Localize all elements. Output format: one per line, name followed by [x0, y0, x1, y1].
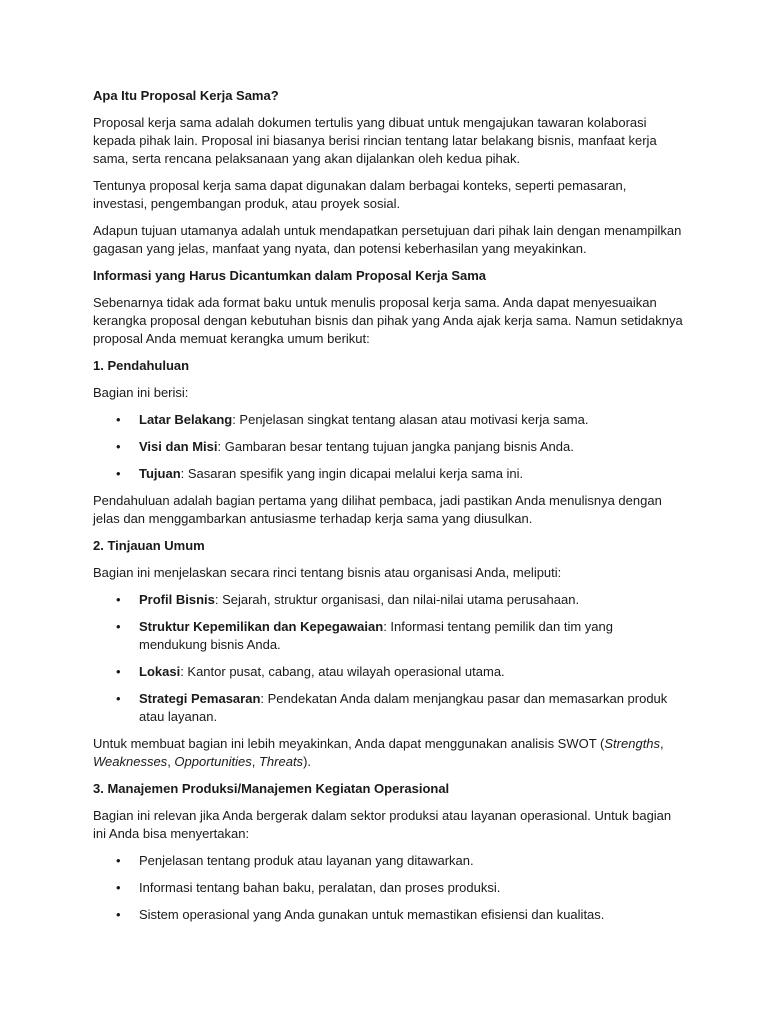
bullet-icon: •: [116, 619, 121, 634]
list-item-term: Latar Belakang: [139, 412, 233, 427]
bullet-icon: •: [116, 907, 121, 922]
swot-threats: Threats: [258, 754, 304, 769]
swot-strengths: Strengths: [604, 736, 661, 751]
intro-paragraph-2: Tentunya proposal kerja sama dapat digunakan dalam berbagai konteks, seperti pemasaran, investasi, pengembangan produk, atau proyek sosial.: [93, 178, 627, 211]
list-item: [93, 465, 683, 483]
bullet-icon: •: [116, 853, 121, 868]
bullet-icon: •: [116, 691, 121, 706]
bullet-icon: •: [116, 439, 121, 454]
list-item-text: : Sejarah, struktur organisasi, dan nilai-nilai utama perusahaan.: [214, 592, 580, 607]
bullet-icon: •: [116, 592, 121, 607]
closing-text-end: ).: [303, 754, 312, 769]
list-item-term: Profil Bisnis: [139, 592, 215, 607]
swot-separator: ,: [251, 754, 259, 769]
section-3-lead: Bagian ini relevan jika Anda bergerak dalam sektor produksi atau layanan operasional. Untuk bagian ini Anda bisa menyertakan:: [93, 808, 672, 841]
list-item-term: Lokasi: [139, 664, 181, 679]
swot-separator: ,: [167, 754, 175, 769]
swot-separator: ,: [660, 736, 664, 751]
bullet-icon: •: [116, 664, 121, 679]
list-item-text: : Informasi tentang pemilik dan tim yang mendukung bisnis Anda.: [139, 619, 613, 652]
list-item: [93, 438, 683, 456]
list-item-text: : Kantor pusat, cabang, atau wilayah operasional utama.: [180, 664, 505, 679]
list-item: [93, 852, 683, 870]
document-title: Apa Itu Proposal Kerja Sama?: [93, 88, 279, 103]
section-2-heading: 2. Tinjauan Umum: [93, 538, 205, 553]
section-2-lead: Bagian ini menjelaskan secara rinci tentang bisnis atau organisasi Anda, meliputi:: [93, 565, 562, 580]
section-1-list: [93, 411, 683, 483]
document-page: [93, 87, 683, 933]
bullet-icon: •: [116, 412, 121, 427]
section-2-list: [93, 591, 683, 726]
list-item: [93, 663, 683, 681]
list-item-text: : Penjelasan singkat tentang alasan atau motivasi kerja sama.: [232, 412, 589, 427]
list-item: [93, 618, 683, 654]
list-item-text: : Pendekatan Anda dalam menjangkau pasar dan memasarkan produk atau layanan.: [139, 691, 668, 724]
intro-paragraph-1: Proposal kerja sama adalah dokumen tertulis yang dibuat untuk mengajukan tawaran kolaborasi kepada pihak lain. Proposal ini biasanya berisi rincian tentang latar belakang bisnis, manfaat kerja sama, serta rencana pelaksanaan yang akan dijalankan oleh kedua pihak.: [93, 115, 657, 166]
list-item-term: Visi dan Misi: [139, 439, 218, 454]
section-3-heading: 3. Manajemen Produksi/Manajemen Kegiatan Operasional: [93, 781, 450, 796]
list-item: [93, 690, 683, 726]
info-paragraph: Sebenarnya tidak ada format baku untuk menulis proposal kerja sama. Anda dapat menyesuaikan kerangka proposal dengan kebutuhan bisnis dan pihak yang Anda ajak kerja sama. Namun setidaknya proposal Anda memuat kerangka umum berikut:: [93, 295, 683, 346]
list-item-text: Informasi tentang bahan baku, peralatan, dan proses produksi.: [139, 880, 501, 895]
list-item-term: Strategi Pemasaran: [139, 691, 261, 706]
bullet-icon: •: [116, 466, 121, 481]
section-1-lead: Bagian ini berisi:: [93, 385, 189, 400]
list-item-text: : Gambaran besar tentang tujuan jangka panjang bisnis Anda.: [217, 439, 574, 454]
info-heading: Informasi yang Harus Dicantumkan dalam Proposal Kerja Sama: [93, 268, 487, 283]
list-item-text: : Sasaran spesifik yang ingin dicapai melalui kerja sama ini.: [180, 466, 524, 481]
closing-text-start: Untuk membuat bagian ini lebih meyakinkan, Anda dapat menggunakan analisis SWOT (: [93, 736, 605, 751]
section-1-heading: 1. Pendahuluan: [93, 358, 190, 373]
section-2-closing: [93, 735, 683, 771]
swot-weaknesses: Weaknesses: [93, 754, 168, 769]
list-item: [93, 879, 683, 897]
bullet-icon: •: [116, 880, 121, 895]
list-item-term: Struktur Kepemilikan dan Kepegawaian: [139, 619, 384, 634]
intro-paragraph-3: Adapun tujuan utamanya adalah untuk mendapatkan persetujuan dari pihak lain dengan menampilkan gagasan yang jelas, manfaat yang nyata, dan potensi keberhasilan yang meyakinkan.: [93, 223, 682, 256]
list-item: [93, 591, 683, 609]
section-3-list: [93, 852, 683, 924]
section-1-closing: Pendahuluan adalah bagian pertama yang dilihat pembaca, jadi pastikan Anda menulisnya dengan jelas dan menggambarkan antusiasme terhadap kerja sama yang diusulkan.: [93, 493, 662, 526]
swot-opportunities: Opportunities: [174, 754, 252, 769]
list-item: [93, 411, 683, 429]
list-item-text: Penjelasan tentang produk atau layanan yang ditawarkan.: [139, 853, 474, 868]
list-item-text: Sistem operasional yang Anda gunakan untuk memastikan efisiensi dan kualitas.: [139, 907, 605, 922]
list-item-term: Tujuan: [139, 466, 181, 481]
list-item: [93, 906, 683, 924]
